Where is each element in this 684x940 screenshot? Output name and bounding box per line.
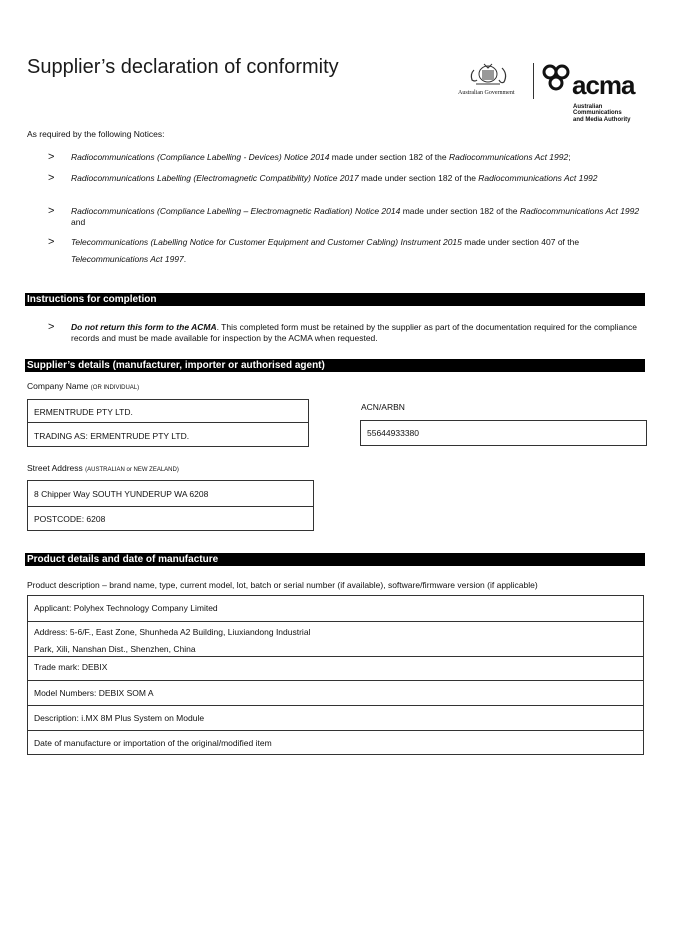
acma-name-line: Communications <box>573 110 622 117</box>
chevron-right-icon: > <box>48 205 55 217</box>
section-heading-instructions: Instructions for completion <box>25 293 645 306</box>
company-name-value: ERMENTRUDE PTY LTD. <box>34 407 133 417</box>
notice-text-part: Radiocommunications Act 1992 <box>478 173 598 183</box>
acn-field[interactable] <box>360 420 647 446</box>
street-address-value: 8 Chipper Way SOUTH YUNDERUP WA 6208 <box>34 489 209 499</box>
notice-text-part: made under section 182 of the <box>358 173 479 183</box>
product-row[interactable]: Date of manufacture or importation of the original/modified item <box>28 730 643 754</box>
notice-text <box>71 152 648 163</box>
company-label-note: (OR INDIVIDUAL) <box>90 385 140 391</box>
notice-item <box>48 152 648 163</box>
notice-text-part: made under section 182 of the <box>400 206 520 216</box>
company-name-field[interactable] <box>27 399 309 447</box>
notice-text-part: ; <box>568 152 571 162</box>
acma-wordmark: acma <box>572 70 635 100</box>
product-row[interactable]: Trade mark: DEBIX <box>28 656 643 680</box>
address-line: Park, Xili, Nanshan Dist., Shenzhen, China <box>34 644 196 654</box>
logo-divider <box>533 63 534 99</box>
product-details-table <box>27 595 644 755</box>
instructions-emphasis: Do not return this form to the ACMA <box>71 322 217 332</box>
notice-text-part: made under section 182 of the <box>329 152 449 162</box>
notice-item <box>48 234 648 267</box>
acma-full-name <box>573 104 653 123</box>
product-row[interactable] <box>28 621 643 656</box>
gov-logo-text: Australian Government <box>458 90 515 96</box>
notice-text-part: Radiocommunications Act 1992 <box>449 152 569 162</box>
notice-text <box>71 206 648 229</box>
coat-of-arms-icon <box>458 62 528 102</box>
product-row[interactable]: Description: i.MX 8M Plus System on Module <box>28 705 643 730</box>
section-heading-product: Product details and date of manufacture <box>25 553 645 566</box>
notice-text-part: Telecommunications (Labelling Notice for Customer Equipment and Customer Cabling) Instrument 2015 <box>71 237 462 247</box>
acn-value: 55644933380 <box>367 428 420 438</box>
instructions-body: . This completed form must be retained by the supplier as part of the documentation required for the compliance records and must be made available for inspection by the ACMA when requested. <box>71 322 637 344</box>
notice-text-part: made under section 407 of the <box>461 237 580 247</box>
chevron-right-icon: > <box>48 236 55 248</box>
trading-as-value: TRADING AS: ERMENTRUDE PTY LTD. <box>28 422 308 446</box>
chevron-right-icon: > <box>48 321 55 333</box>
chevron-right-icon: > <box>48 151 55 163</box>
notice-item <box>48 206 648 229</box>
page-title: Supplier’s declaration of conformity <box>27 56 339 78</box>
street-label-note: (AUSTRALIAN or NEW ZEALAND) <box>85 467 179 473</box>
australian-government-logo <box>458 62 528 102</box>
notice-text-part: Radiocommunications (Compliance Labelling – Electromagnetic Radiation) Notice 2014 <box>71 206 401 216</box>
notice-text <box>71 173 648 184</box>
product-row[interactable]: Model Numbers: DEBIX SOM A <box>28 680 643 705</box>
company-label-text: Company Name <box>27 381 89 391</box>
notice-text <box>71 234 648 267</box>
notice-text-part: and <box>71 217 86 228</box>
acma-emblem-icon <box>540 64 576 94</box>
notice-text-part: Radiocommunications Labelling (Electromagnetic Compatibility) Notice 2017 <box>71 173 359 183</box>
chevron-right-icon: > <box>48 172 55 184</box>
notice-item <box>48 173 648 184</box>
instructions-item <box>48 322 648 345</box>
notice-text-part: . <box>183 253 187 264</box>
acma-name-line: and Media Authority <box>573 116 631 123</box>
intro-text: As required by the following Notices: <box>27 129 165 139</box>
company-name-label <box>27 381 139 391</box>
notice-text-part: Radiocommunications (Compliance Labelling - Devices) Notice 2014 <box>71 152 330 162</box>
product-row[interactable]: Applicant: Polyhex Technology Company Limited <box>34 603 218 613</box>
notice-text-part: Radiocommunications Act 1992 <box>519 206 640 216</box>
product-description-label: Product description – brand name, type, current model, lot, batch or serial number (if available), software/firmware version (if applicable) <box>27 580 538 590</box>
acma-name-line: Australian <box>573 104 603 110</box>
instructions-text <box>71 322 648 345</box>
street-address-label <box>27 463 179 473</box>
acn-label: ACN/ARBN <box>361 402 405 412</box>
postcode-value: POSTCODE: 6208 <box>28 506 313 530</box>
notice-text-part: Telecommunications Act 1997 <box>71 253 184 264</box>
address-line: Address: 5-6/F., East Zone, Shunheda A2 Building, Liuxiandong Industrial <box>34 627 311 637</box>
street-label-text: Street Address <box>27 463 83 473</box>
street-address-field[interactable] <box>27 480 314 531</box>
section-heading-supplier: Supplier’s details (manufacturer, importer or authorised agent) <box>25 359 645 372</box>
